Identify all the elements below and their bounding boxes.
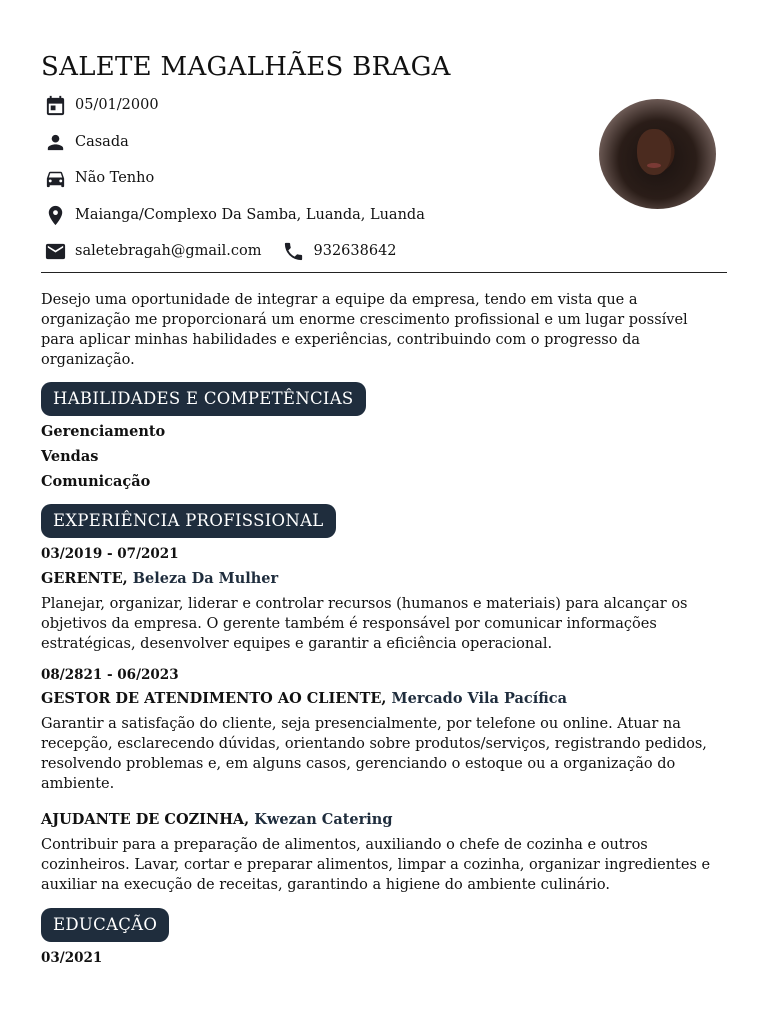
- job-company: Mercado Vila Pacífica: [391, 690, 568, 707]
- birthdate-text: 05/01/2000: [75, 97, 159, 113]
- phone-text: 932638642: [313, 243, 397, 259]
- job-description: Planejar, organizar, liderar e controlar recursos (humanos e materiais) para alcançar os objetivos da empresa. O gerente também é responsável por comunicar informações estratégicas, desenvolver equipes e garantir a eficiência operacional.: [41, 596, 688, 652]
- header-divider: [41, 272, 727, 273]
- candidate-name: SALETE MAGALHÃES BRAGA: [41, 52, 451, 82]
- skills-section-title: HABILIDADES E COMPETÊNCIAS: [41, 382, 366, 416]
- job-description: Contribuir para a preparação de alimentos, auxiliando o chefe de cozinha e outros cozinheiros. Lavar, cortar e preparar alimentos, limpar a cozinha, organizar ingredientes e auxiliar na execução de receitas, garantindo a higiene do ambiente culinário.: [41, 837, 711, 893]
- email-icon: [43, 239, 67, 263]
- address-text: Maianga/Complexo Da Samba, Luanda, Luanda: [75, 207, 425, 223]
- job-role: GESTOR DE ATENDIMENTO AO CLIENTE,: [41, 690, 387, 707]
- skill-item: Comunicação: [41, 473, 151, 490]
- job-period: 08/2821 - 06/2023: [41, 667, 179, 683]
- phone-group: [280, 239, 397, 263]
- profile-photo: [599, 99, 716, 209]
- car-icon: [43, 166, 67, 190]
- job-company: Beleza Da Mulher: [132, 570, 279, 587]
- job-company: Kwezan Catering: [254, 811, 393, 828]
- job-period: 03/2019 - 07/2021: [41, 546, 179, 562]
- education-period: 03/2021: [41, 950, 103, 966]
- job-role: GERENTE,: [41, 570, 128, 587]
- calendar-icon: [43, 93, 67, 117]
- marital-status-row: [41, 130, 129, 154]
- job-title: [41, 570, 278, 587]
- profile-photo-lips: [647, 163, 661, 168]
- job-title: [41, 690, 567, 707]
- job-title: [41, 811, 392, 828]
- location-pin-icon: [43, 203, 67, 227]
- contact-row: [41, 239, 397, 263]
- skill-item: Vendas: [41, 448, 99, 465]
- address-row: [41, 203, 425, 227]
- experience-section-title: EXPERIÊNCIA PROFISSIONAL: [41, 504, 336, 538]
- education-section-title: EDUCAÇÃO: [41, 908, 169, 942]
- vehicle-row: [41, 166, 154, 190]
- phone-icon: [282, 239, 306, 263]
- objective-summary: Desejo uma oportunidade de integrar a equipe da empresa, tendo em vista que a organização me proporcionará um enorme crescimento profissional e um lugar possível para aplicar minhas habilidades e experiências, contribuindo com o progresso da organização.: [41, 292, 688, 368]
- birthdate-row: [41, 93, 159, 117]
- skill-item: Gerenciamento: [41, 423, 166, 440]
- job-description: Garantir a satisfação do cliente, seja presencialmente, por telefone ou online. Atuar na recepção, esclarecendo dúvidas, orientando sobre produtos/serviços, registrando pedidos, resolvendo problemas e, em alguns casos, gerenciando o estoque ou a organização do ambiente.: [41, 716, 707, 792]
- person-icon: [43, 130, 67, 154]
- job-role: AJUDANTE DE COZINHA,: [41, 811, 250, 828]
- email-text: saletebragah@gmail.com: [75, 243, 262, 259]
- marital-status-text: Casada: [75, 134, 129, 150]
- profile-photo-face: [637, 129, 671, 175]
- vehicle-text: Não Tenho: [75, 170, 155, 186]
